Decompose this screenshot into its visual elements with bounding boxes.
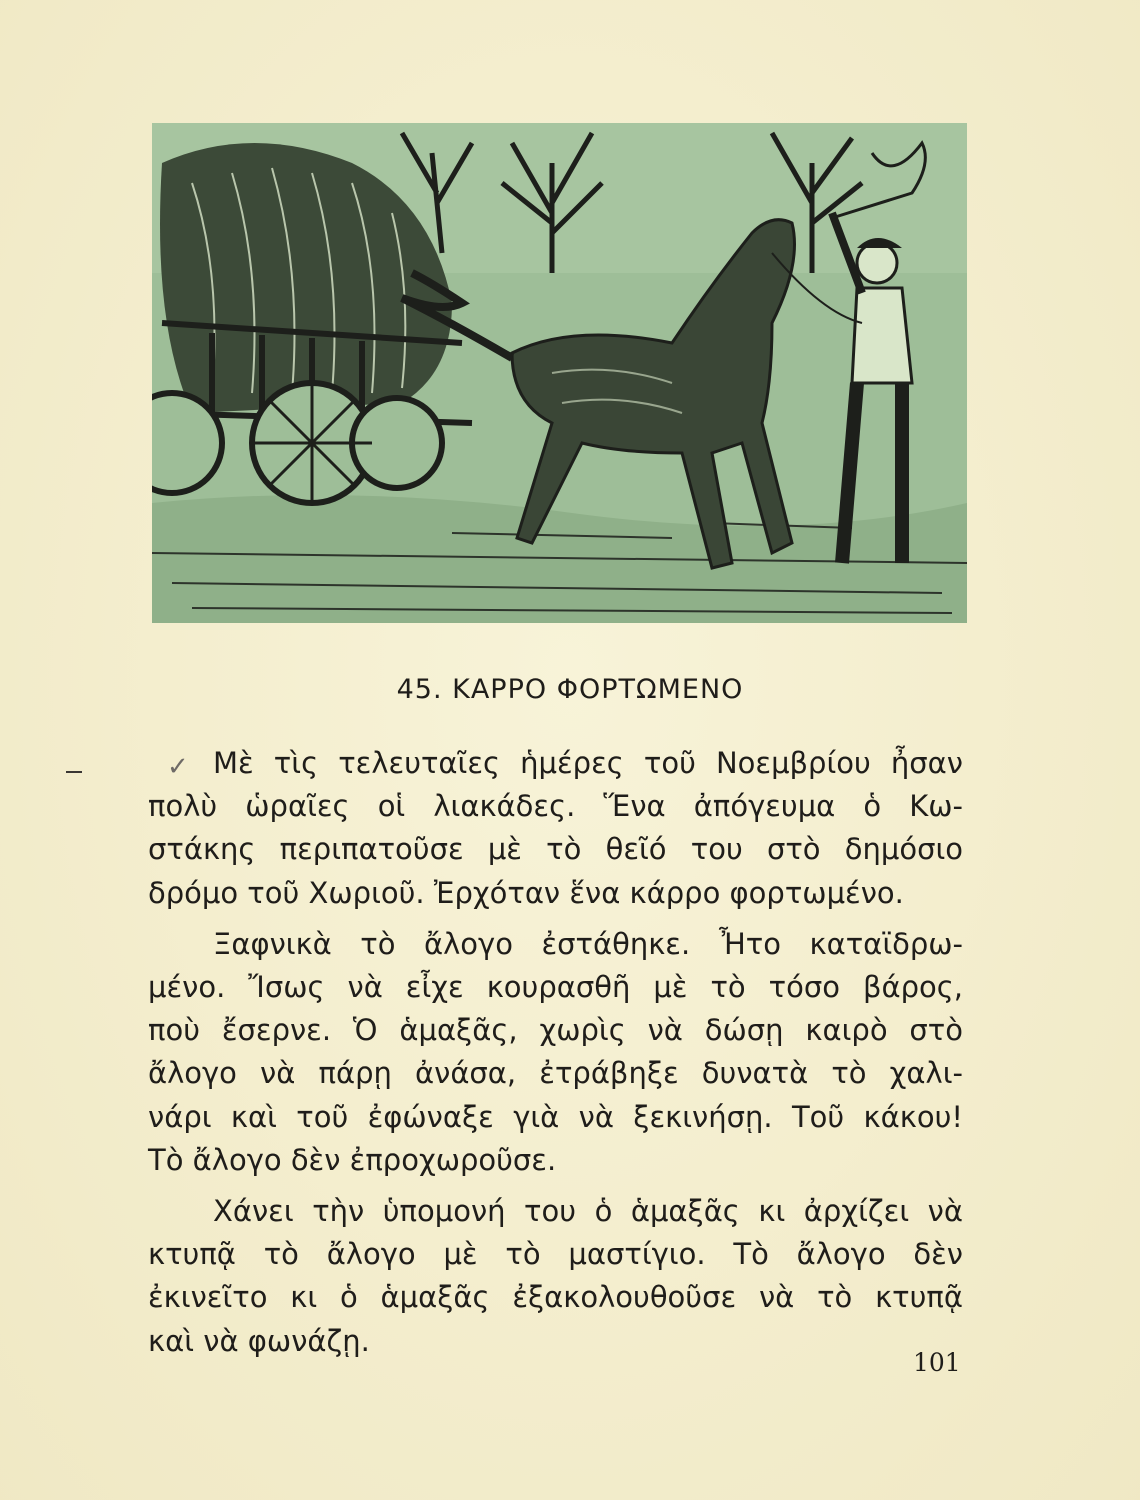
text-line: Μὲ τὶς τελευταῖες ἡμέρες τοῦ Νοεμβρίου ἦσαν [213,746,963,780]
text-line: ἐκινεῖτο κι ὁ ἁμαξᾶς ἐξακολουθοῦσε νὰ τὸ κτυπᾷ [148,1280,963,1315]
text-line: στάκης περιπατοῦσε μὲ τὸ θεῖό του στὸ δημόσιο [148,832,963,867]
page-number: 101 [913,1348,961,1377]
text-line: μένο. Ἴσως νὰ εἶχε κουρασθῆ μὲ τὸ τόσο βάρος, [148,970,963,1005]
text-line: πολὺ ὡραῖες οἱ λιακάδες. Ἕνα ἀπόγευμα ὁ Κω- [148,789,963,824]
body-text [148,742,963,1363]
chapter-title: 45. ΚΑΡΡΟ ΦΟΡΤΩΜΕΝΟ [396,674,744,705]
text-line: δρόμο τοῦ Χωριοῦ. Ἐρχόταν ἕνα κάρρο φορτωμένο. [148,875,904,910]
text-line: κτυπᾷ τὸ ἄλογο μὲ τὸ μαστίγιο. Τὸ ἄλογο δὲν [148,1237,963,1272]
text-line: ποὺ ἔσερνε. Ὁ ἁμαξᾶς, χωρὶς νὰ δώσῃ καιρὸ στὸ [148,1013,963,1048]
margin-dash-mark [66,771,82,773]
woodcut-scene [152,123,967,623]
text-line: καὶ νὰ φωνάζῃ. [148,1323,370,1358]
text-line: ἄλογο νὰ πάρῃ ἀνάσα, ἐτράβηξε δυνατὰ τὸ χαλι- [148,1056,963,1091]
horse-cart-illustration [152,123,967,623]
check-mark-annotation: ✓ [167,752,189,782]
text-line: Τὸ ἄλογο δὲν ἐπροχωροῦσε. [148,1142,557,1177]
text-line: νάρι καὶ τοῦ ἐφώναξε γιὰ νὰ ξεκινήσῃ. Τοῦ κάκου! [148,1099,963,1134]
text-line: Ξαφνικὰ τὸ ἄλογο ἐστάθηκε. Ἦτο καταϊδρω- [213,926,963,961]
text-line: Χάνει τὴν ὑπομονή του ὁ ἁμαξᾶς κι ἀρχίζει νὰ [213,1194,963,1229]
